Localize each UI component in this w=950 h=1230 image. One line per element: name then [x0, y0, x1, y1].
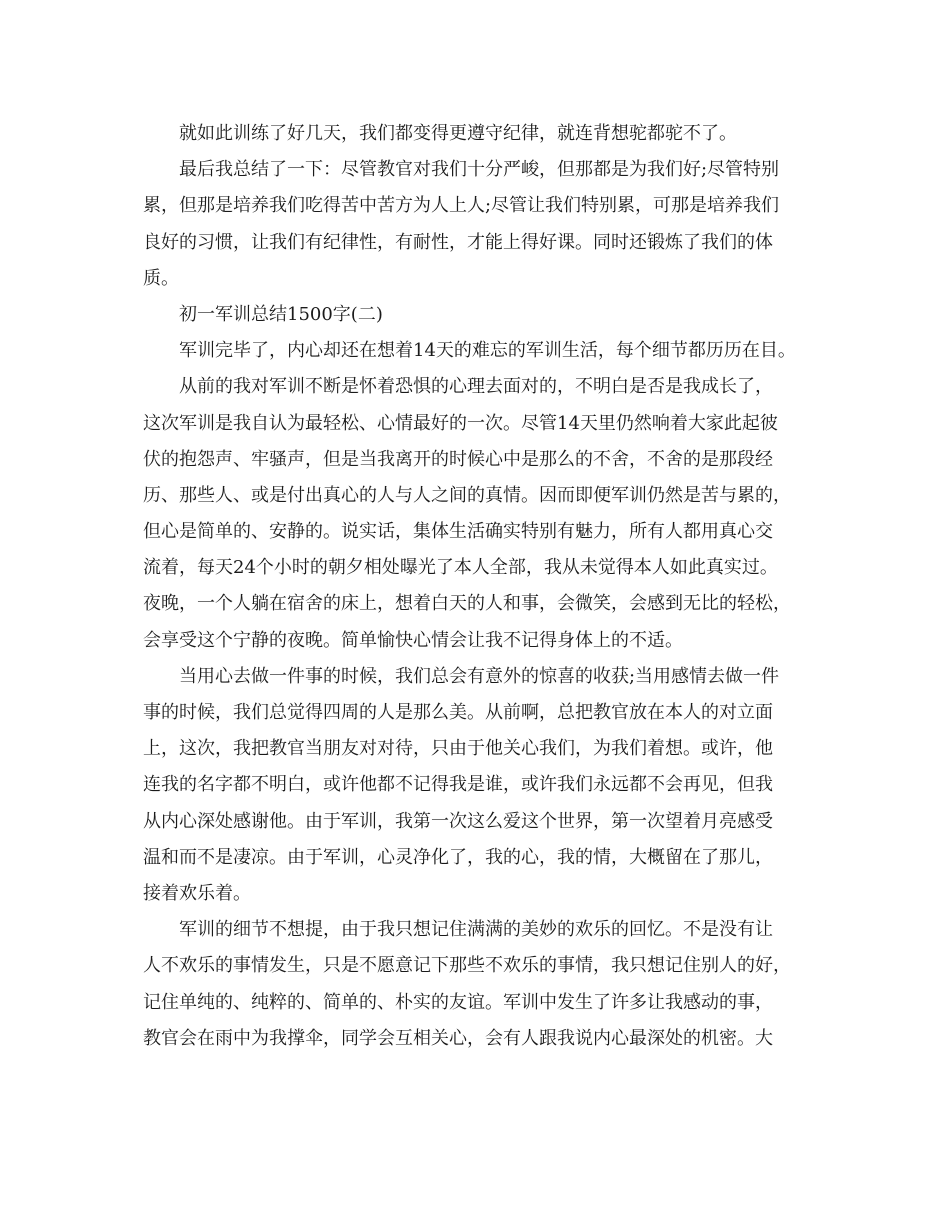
text-line: 流着，每天24个小时的朝夕相处曝光了本人全部，我从未觉得本人如此真实过。 [143, 557, 778, 579]
text-line: 人不欢乐的事情发生，只是不愿意记下那些不欢乐的事情，我只想记住别人的好， [143, 955, 791, 977]
text-line: 质。 [143, 267, 179, 289]
text-line: 就如此训练了好几天，我们都变得更遵守纪律，就连背想驼都驼不了。 [179, 123, 737, 144]
text-line: 教官会在雨中为我撑伞，同学会互相关心，会有人跟我说内心最深处的机密。大 [143, 1027, 773, 1049]
document-body [143, 116, 823, 1057]
text-line: 军训完毕了，内心却还在想着14天的难忘的军训生活，每个细节都历历在目。 [179, 340, 796, 362]
text-line: 记住单纯的、纯粹的、简单的、朴实的友谊。军训中发生了许多让我感动的事， [143, 991, 773, 1013]
text-line: 但心是简单的、安静的。说实话，集体生活确实特别有魅力，所有人都用真心交 [143, 521, 773, 543]
text-line: 历、那些人、或是付出真心的人与人之间的真情。因而即便军训仍然是苦与累的， [143, 484, 791, 506]
text-line: 夜晚，一个人躺在宿舍的床上，想着白天的人和事，会微笑，会感到无比的轻松， [143, 593, 791, 615]
text-line: 这次军训是我自认为最轻松、心情最好的一次。尽管14天里仍然响着大家此起彼 [143, 412, 778, 434]
text-line: 良好的习惯，让我们有纪律性，有耐性，才能上得好课。同时还锻炼了我们的体 [143, 231, 773, 253]
text-line: 接着欢乐着。 [143, 882, 251, 904]
text-line: 军训的细节不想提，由于我只想记住满满的美妙的欢乐的回忆。不是没有让 [179, 919, 773, 941]
text-line: 累，但那是培养我们吃得苦中苦方为人上人;尽管让我们特别累，可那是培养我们 [143, 195, 780, 217]
text-line: 伏的抱怨声、牢骚声，但是当我离开的时候心中是那么的不舍，不舍的是那段经 [143, 448, 773, 470]
text-line: 当用心去做一件事的时候，我们总会有意外的惊喜的收获;当用感情去做一件 [179, 665, 780, 687]
text-line: 温和而不是凄凉。由于军训，心灵净化了，我的心，我的情，大概留在了那儿， [143, 846, 773, 868]
text-line: 最后我总结了一下：尽管教官对我们十分严峻，但那都是为我们好;尽管特别 [179, 159, 780, 181]
text-line: 上，这次，我把教官当朋友对对待，只由于他关心我们，为我们着想。或许，他 [143, 738, 773, 760]
text-line: 会享受这个宁静的夜晚。简单愉快心情会让我不记得身体上的不适。 [143, 629, 683, 651]
text-line: 从前的我对军训不断是怀着恐惧的心理去面对的，不明白是否是我成长了， [179, 376, 773, 398]
text-line: 从内心深处感谢他。由于军训，我第一次这么爱这个世界，第一次望着月亮感受 [143, 810, 773, 832]
text-line: 连我的名字都不明白，或许他都不记得我是谁，或许我们永远都不会再见，但我 [143, 774, 773, 796]
text-line: 事的时候，我们总觉得四周的人是那么美。从前啊，总把教官放在本人的对立面 [143, 702, 773, 723]
section-heading: 初一军训总结1500字(二) [179, 303, 383, 325]
